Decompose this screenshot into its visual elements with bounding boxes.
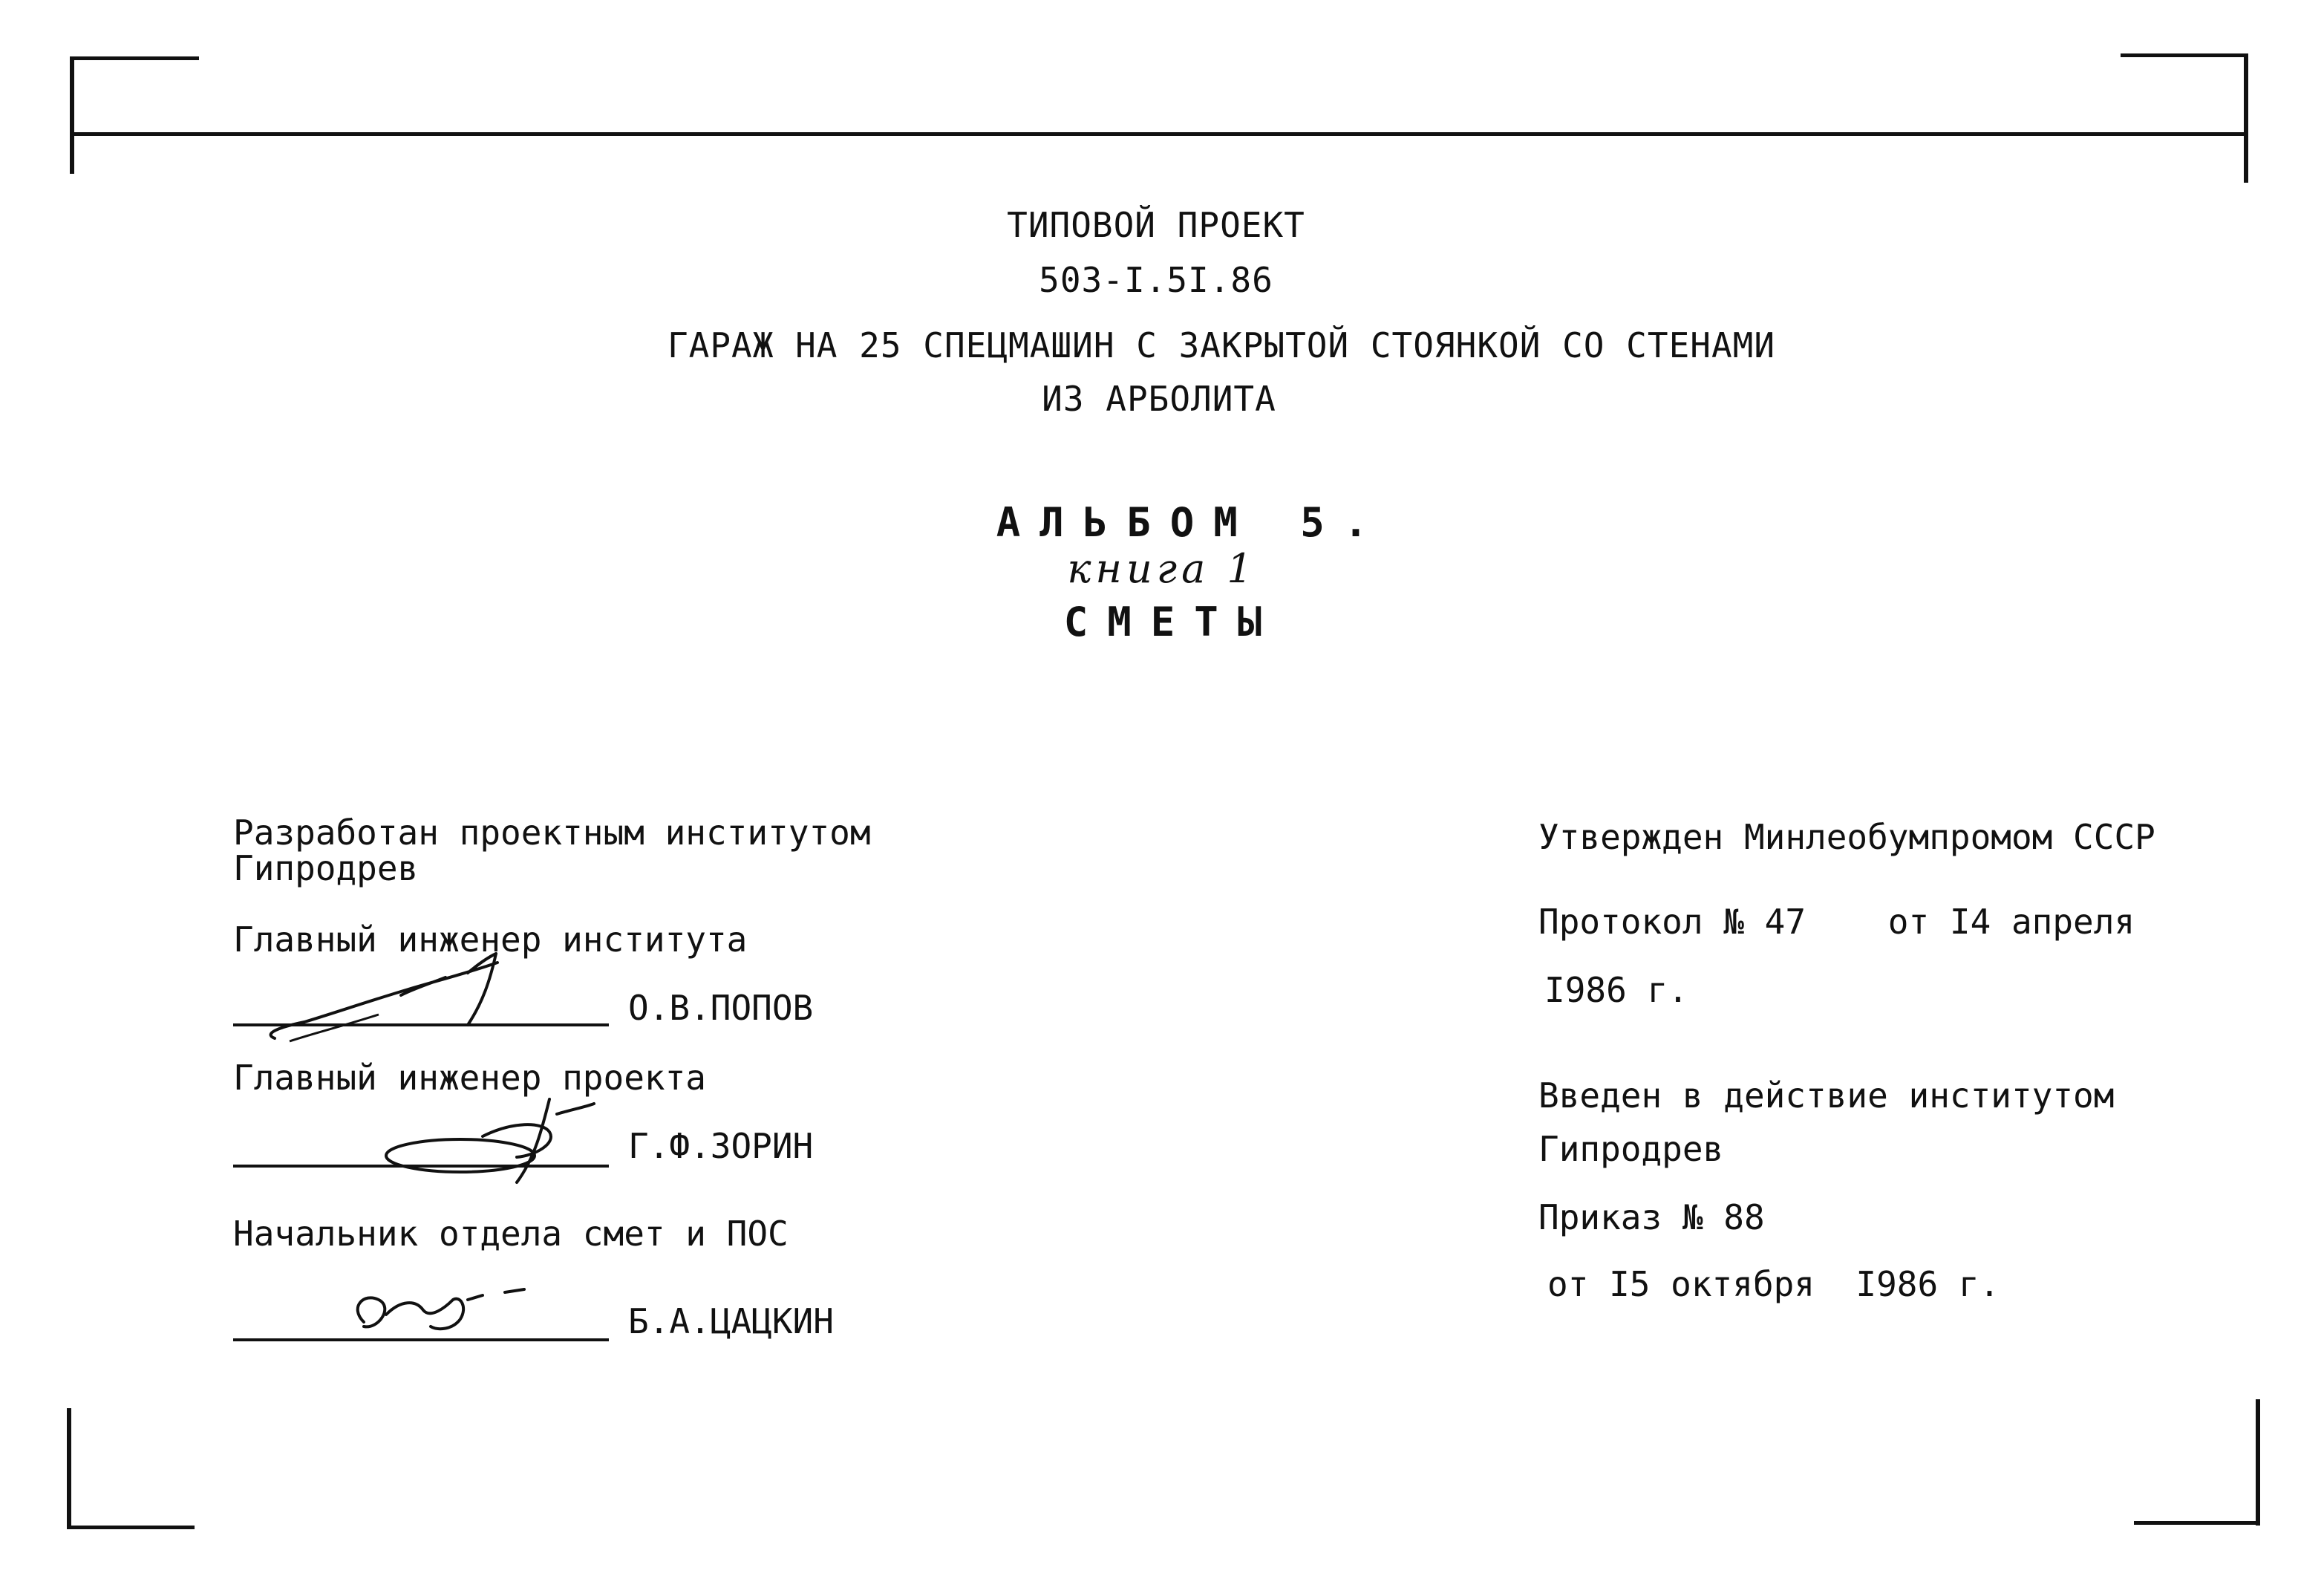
developer-line1: Разработан проектным институтом — [233, 813, 871, 853]
signature-3 — [334, 1277, 527, 1344]
signatory-name-1: О.В.ПОПОВ — [628, 988, 814, 1028]
signatory-name-2: Г.Ф.ЗОРИН — [628, 1126, 814, 1166]
frame-top-right-vertical — [2244, 53, 2248, 183]
frame-top-left-tick — [71, 56, 199, 60]
project-title-line1: ГАРАЖ НА 25 СПЕЦМАШИН С ЗАКРЫТОЙ СТОЯНКОЙ СО СТЕНАМИ — [667, 325, 1776, 365]
signatory-name-3: Б.А.ЦАЦКИН — [628, 1301, 834, 1341]
developer-line2: Гипродрев — [233, 848, 419, 888]
enacted-line1: Введен в действие институтом — [1538, 1075, 2115, 1116]
signatory-position-2: Главный инженер проекта — [233, 1058, 706, 1098]
frame-top-left-vertical — [70, 56, 74, 174]
order-number: Приказ № 88 — [1538, 1197, 1765, 1237]
section-label: СМЕТЫ — [1063, 599, 1282, 645]
book-label: книга 1 — [1067, 545, 1257, 592]
album-label: АЛЬБОМ 5. — [996, 499, 1388, 546]
frame-bottom-right-vertical — [2256, 1399, 2260, 1526]
signature-1 — [245, 951, 527, 1047]
signature-2 — [371, 1084, 609, 1188]
protocol: Протокол № 47 от I4 апреля — [1538, 902, 2135, 942]
order-date: от I5 октября I986 г. — [1547, 1264, 2000, 1304]
signatory-position-3: Начальник отдела смет и ПОС — [233, 1214, 789, 1254]
frame-top-line — [71, 132, 2247, 136]
enacted-line2: Гипродрев — [1538, 1129, 1724, 1169]
project-type: ТИПОВОЙ ПРОЕКТ — [1007, 205, 1305, 245]
frame-top-right-tick — [2121, 53, 2248, 57]
frame-bottom-right-tick — [2134, 1521, 2260, 1525]
approved-by: Утвержден Минлеобумпромом СССР — [1538, 817, 2155, 857]
signatory-position-1: Главный инженер института — [233, 919, 748, 960]
frame-bottom-left-vertical — [67, 1408, 71, 1528]
project-number: 503-I.5I.86 — [1039, 260, 1273, 300]
frame-bottom-left-tick — [67, 1526, 195, 1529]
project-title-line2: ИЗ АРБОЛИТА — [1042, 379, 1276, 419]
protocol-year: I986 г. — [1544, 970, 1688, 1010]
